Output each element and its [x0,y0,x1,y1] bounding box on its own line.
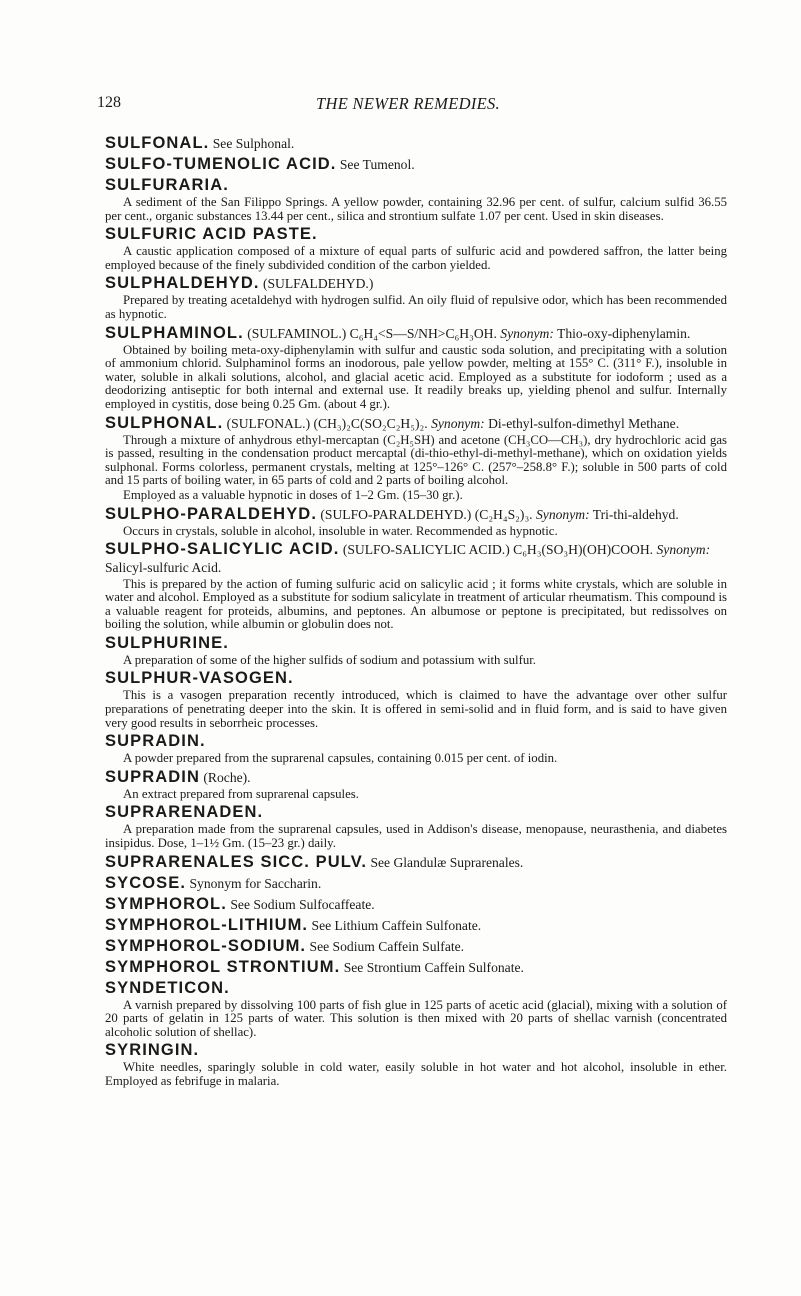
entry-headword: SYMPHOROL. [105,894,227,913]
running-title: THE NEWER REMEDIES. [316,94,500,113]
entry-headword: SULFURARIA. [105,176,229,194]
entry-formula: See Glandulæ Suprarenales. [370,854,524,870]
entry [105,505,727,539]
entry [105,225,727,272]
entry-headword: SYMPHOROL-SODIUM. [105,936,307,955]
entry-description: White needles, sparingly soluble in cold water, easily soluble in hot water and hot alcohol, insoluble in ether. Employed as febrifuge in malaria. [105,1060,727,1088]
entry-headline [105,134,727,153]
synonym-label: Synonym: [656,542,711,558]
synonym-value: Tri-thi-aldehyd. [592,506,679,522]
entry-description: This is a vasogen preparation recently introduced, which is claimed to have the advantage over other sulfur preparations of penetrating deeper into the skin. It is offered in semi-solid and in fluid form, and is said to have given very good results in seborrheic processes. [105,688,727,730]
entry-description: This is prepared by the action of fuming sulfuric acid on salicylic acid ; it forms white crystals, which are soluble in water and alcohol. Employed as a substitute for sodium salicylate in treatment of articular rheumatism. This compound is a valuable reagent for proteids, albumins, and peptones. An albumose or peptone is precipitated, but redissolves on boiling the solution, while albumin or globulin does not. [105,576,727,632]
entry-description: A caustic application composed of a mixture of equal parts of sulfuric acid and powdered saffron, the latter being employed because of the finely subdivided condition of the carbon yielded. [105,244,727,272]
entry-headline [105,155,727,174]
entry-formula: See Strontium Caffein Sulfonate. [343,959,524,975]
entry-headword: SULPHONAL. [105,413,224,432]
entry-headword: SULPHAMINOL. [105,323,244,342]
synonym-value: Di-ethyl-sulfon-dimethyl Methane. [488,415,680,431]
entry-headline [105,225,727,244]
entry-formula: See Sulphonal. [212,136,295,151]
page-number: 128 [97,94,121,111]
entry-formula: (SULFAMINOL.) C₆H₄<S—S/NH>C₆H₃OH. [247,325,497,341]
entry-headword: SUPRARENALES SICC. PULV. [105,852,368,871]
entry-description: Through a mixture of anhydrous ethyl-mercaptan (C₂H₅SH) and acetone (CH₃CO—CH₃), dry hydrochloric acid gas is passed, resulting in the condensation product mercaptal (di-thio-ethyl-di-methyl-methane), which on oxidation yields sulphonal. Forms colorless, permanent crystals, melting at 125°–126° C. (257°–258.8° F.); soluble in 500 parts of cold and 15 parts of boiling water, in 65 parts of cold and 2 parts of boiling alcohol. [105,432,727,488]
entry-formula: See Sodium Caffein Sulfate. [309,938,465,954]
entry [105,732,727,766]
entry-headline [105,853,727,872]
entry-headword: SYNDETICON. [105,978,230,997]
entry-headword: SUPRARENADEN. [105,803,264,822]
entry-headline [105,1041,727,1060]
entry-headline [105,634,727,653]
entry-headline [105,979,727,998]
entry-description: A preparation made from the suprarenal capsules, used in Addison's disease, menopause, neurasthenia, and diabetes insipidus. Dose, 1–1½ Gm. (15–23 gr.) daily. [105,822,727,851]
synonym-value: Salicyl-sulfuric Acid. [105,560,222,576]
entry-headword: SYCOSE. [105,873,187,892]
entry-headword: SUPRADIN [105,767,200,786]
entry-headword: SULPHALDEHYD. [105,274,260,293]
entry-headline [105,505,727,524]
entry-description: Occurs in crystals, soluble in alcohol, insoluble in water. Recommended as hypnotic. [123,523,558,538]
entry-headline [105,937,727,956]
entry-headline [105,803,727,822]
entry-headword: SYMPHOROL-LITHIUM. [105,915,309,934]
entry-headword: SYRINGIN. [105,1041,200,1060]
entry-headword: SULFURIC ACID PASTE. [105,225,318,244]
entry-headline [105,324,727,343]
entry-headline [105,540,727,576]
entry [105,803,727,850]
entry-description: A varnish prepared by dissolving 100 parts of fish glue in 125 parts of acetic acid (glacial), mixing with a solution of 20 parts of gelatin in 125 parts of water. This solution is then mixed with 20 parts of shellac varnish (concentrated alcoholic solution of shellac). [105,997,727,1039]
entry-description: A preparation of some of the higher sulfids of sodium and potassium with sulfur. [123,652,536,667]
entry [105,414,727,503]
entry [105,853,727,872]
entry-headline [105,414,727,433]
dictionary-body [105,134,727,1089]
entry-formula: (SULFALDEHYD.) [262,276,374,292]
entry [105,958,727,977]
entry-headline [105,176,727,195]
entry-headline [105,768,727,787]
entry [105,176,727,223]
entry-headword: SULPHO-PARALDEHYD. [105,504,317,523]
entry [105,768,727,802]
entry-headword: SULPHUR-VASOGEN. [105,669,294,688]
entry-headword: SULPHURINE. [105,633,229,652]
entry-headline [105,916,727,935]
entry-formula: See Tumenol. [339,157,415,172]
entry [105,274,727,321]
entry-formula: Synonym for Saccharin. [189,875,322,891]
entry-headline [105,669,727,688]
entry-formula: (SULFONAL.) (CH₃)₂C(SO₂C₂H₅)₂. [226,415,428,431]
entry [105,1041,727,1088]
entry [105,937,727,956]
entry-description: An extract prepared from suprarenal capsules. [123,786,359,801]
entry [105,540,727,632]
synonym-label: Synonym: [500,325,554,341]
synonym-label: Synonym: [431,415,485,431]
entry [105,874,727,893]
entry [105,634,727,668]
entry-formula: See Sodium Sulfocaffeate. [230,896,375,912]
entry-headline [105,895,727,914]
entry [105,895,727,914]
entry [105,979,727,1040]
entry-formula: (SULFO-PARALDEHYD.) (C₂H₄S₂)₃. [320,506,533,522]
entry [105,669,727,730]
entry-headword: SYMPHOROL STRONTIUM. [105,957,341,976]
entry-headword: SULFO-TUMENOLIC ACID. [105,155,337,173]
entry-headword: SULFONAL. [105,134,210,152]
entry-description: A sediment of the San Filippo Springs. A yellow powder, containing 32.96 per cent. of sulfur, calcium sulfid 36.55 per cent., organic substances 13.44 per cent., silica and strontium sulfate 1.07 per cent. Used in skin diseases. [105,195,727,223]
entry-headline [105,874,727,893]
entry-formula: See Lithium Caffein Sulfonate. [311,917,482,933]
entry-headline [105,274,727,293]
entry [105,155,727,174]
entry [105,324,727,412]
entry [105,134,727,153]
entry-headline [105,732,727,751]
entry [105,916,727,935]
entry-description: Obtained by boiling meta-oxy-diphenylamin with sulfur and caustic soda solution, and precipitating with a solution of ammonium chlorid. Sulphaminol forms an inodorous, pale yellow powder, melting at 155° C. (311° F.), insoluble in water, soluble in alkali solutions, alcohol, and glacial acetic acid. Employed as a substitute for iodoform ; used as a deodorizing antiseptic for both internal and external use. It readily breaks up, yielding phenol and sulfur. Internally employed in cystitis, dose being 0.25 Gm. (about 4 gr.). [105,342,727,411]
synonym-value: Thio-oxy-diphenylamin. [557,325,691,341]
entry-headline [105,958,727,977]
entry-description: Employed as a valuable hypnotic in doses of 1–2 Gm. (15–30 gr.). [123,487,463,502]
entry-description: Prepared by treating acetaldehyd with hydrogen sulfid. An oily fluid of repulsive odor, which has been recommended as hypnotic. [105,293,727,321]
entry-description: A powder prepared from the suprarenal capsules, containing 0.015 per cent. of iodin. [123,751,558,766]
page-header [97,94,719,116]
entry-headword: SUPRADIN. [105,732,206,751]
synonym-label: Synonym: [536,506,590,522]
entry-formula: (Roche). [203,769,251,785]
entry-headword: SULPHO-SALICYLIC ACID. [105,540,340,559]
entry-formula: (SULFO-SALICYLIC ACID.) C₆H₃(SO₃H)(OH)COOH. [342,542,654,558]
